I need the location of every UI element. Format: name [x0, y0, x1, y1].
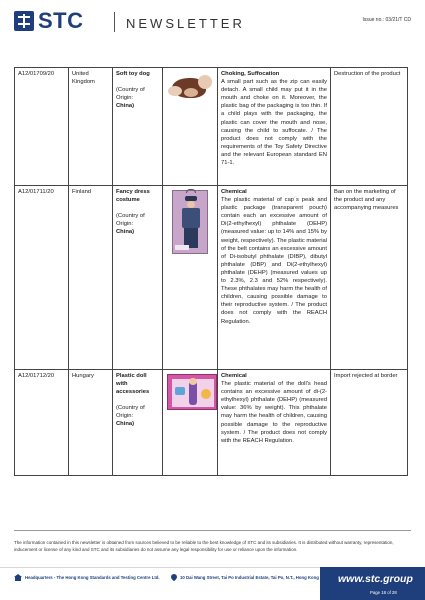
headquarters-text: Headquarters - The Hong Kong Standards and Testing Centre Ltd. — [25, 575, 160, 580]
location-pin-icon — [170, 573, 178, 581]
table-row — [15, 186, 408, 370]
origin-value: China) — [116, 103, 135, 110]
risk-text: The plastic material of the doll's head contains an excessive amount of di-(2-ethylhexyl) phthalate (DEHP) (measured value: 36% by weight). This phthalate may harm the health of children, causing possible damage to the reproductive system. / The product does not comply with the REACH Regulation. — [221, 381, 327, 444]
product-name: Fancy dress costume — [116, 189, 150, 204]
logo-text: STC — [38, 8, 84, 33]
table-row — [15, 370, 408, 476]
header-divider — [114, 12, 115, 32]
country-cell: Finland — [69, 186, 113, 370]
ref-cell: A12/01712/20 — [15, 370, 69, 476]
plastic-doll-image — [167, 374, 217, 410]
origin-value: China) — [116, 421, 135, 428]
page-header — [0, 0, 425, 44]
website-link[interactable]: www.stc.group — [338, 573, 413, 585]
risk-cell — [218, 68, 331, 186]
page-footer — [0, 567, 425, 600]
image-cell — [163, 186, 218, 370]
country-cell: United Kingdom — [69, 68, 113, 186]
stc-logo-icon — [14, 11, 34, 31]
measures-cell: Destruction of the product — [331, 68, 408, 186]
home-icon — [14, 574, 22, 581]
product-cell — [113, 370, 163, 476]
soft-toy-dog-image — [168, 72, 216, 102]
risk-cell — [218, 186, 331, 370]
origin-label: (Country of Origin: — [116, 213, 145, 228]
table-row — [15, 68, 408, 186]
address-text: 10 Dai Wang Street, Tai Po Industrial Estate, Tai Po, N.T., Hong Kong — [180, 575, 319, 580]
newsletter-title: NEWSLETTER — [126, 16, 245, 31]
origin-value: China) — [116, 229, 135, 236]
issue-number: Issue no.: 03/21/T CD — [362, 17, 411, 23]
recall-table — [14, 67, 407, 476]
image-cell — [163, 68, 218, 186]
disclaimer-text: The information contained in this newsletter is obtained from sources believed to be reliable to the best knowledge of STC and its subsidiaries. It is distributed without warranty, representation, inducement or license of any kind and STC and its subsidiaries do not assume any legal responsibility for use or reliance upon the information. — [14, 540, 394, 552]
stc-logo — [14, 10, 84, 32]
fancy-dress-costume-image — [172, 190, 208, 254]
disclaimer-divider — [14, 530, 411, 531]
product-name: Plastic doll with accessories — [116, 373, 150, 396]
risk-text: The plastic material of cap´s peak and plastic package (transparent pouch) contain each an excessive amount of Di(2-ethylhexyl) phthalate (DEHP) (measured value: up to 14% and 15% by weight, respectively). The plastic material of the belt contains an excessive amount of Di-isobutyl phthalate (DIBP), dibutyl phthalate (DBP) and Di(2-ethylhexyl) phthalate (DEHP) (measured values up to 2.3%, 2.3 and 52% respectively). These phthalates may harm the health of children, causing possible damage to their reproductive system. / The product does not comply with the REACH Regulation. — [221, 197, 327, 325]
measures-cell: Import rejected at border — [331, 370, 408, 476]
origin-label: (Country of Origin: — [116, 405, 145, 420]
risk-title: Choking, Suffocation — [221, 71, 280, 77]
risk-cell — [218, 370, 331, 476]
ref-cell: A12/01711/20 — [15, 186, 69, 370]
measures-cell: Ban on the marketing of the product and any accompanying measures — [331, 186, 408, 370]
origin-label: (Country of Origin: — [116, 87, 145, 102]
ref-cell: A12/01709/20 — [15, 68, 69, 186]
product-name: Soft toy dog — [116, 71, 150, 77]
product-cell — [113, 186, 163, 370]
risk-text: A small part such as the zip can easily detach. A small child may put it in the mouth and choke on it. Moreover, the plastic bag of the packaging is too thin. If a child plays with the packaging, the plastic can cover the mouth and nose, causing the child to suffocate. / The product does not comply with the requirements of the Toy Safety Directive and the relevant European standard EN 71-1. — [221, 79, 327, 167]
image-cell — [163, 370, 218, 476]
risk-title: Chemical — [221, 373, 247, 379]
risk-title: Chemical — [221, 189, 247, 195]
page-number: Page 18 of 28 — [370, 590, 397, 595]
product-cell — [113, 68, 163, 186]
country-cell: Hungary — [69, 370, 113, 476]
